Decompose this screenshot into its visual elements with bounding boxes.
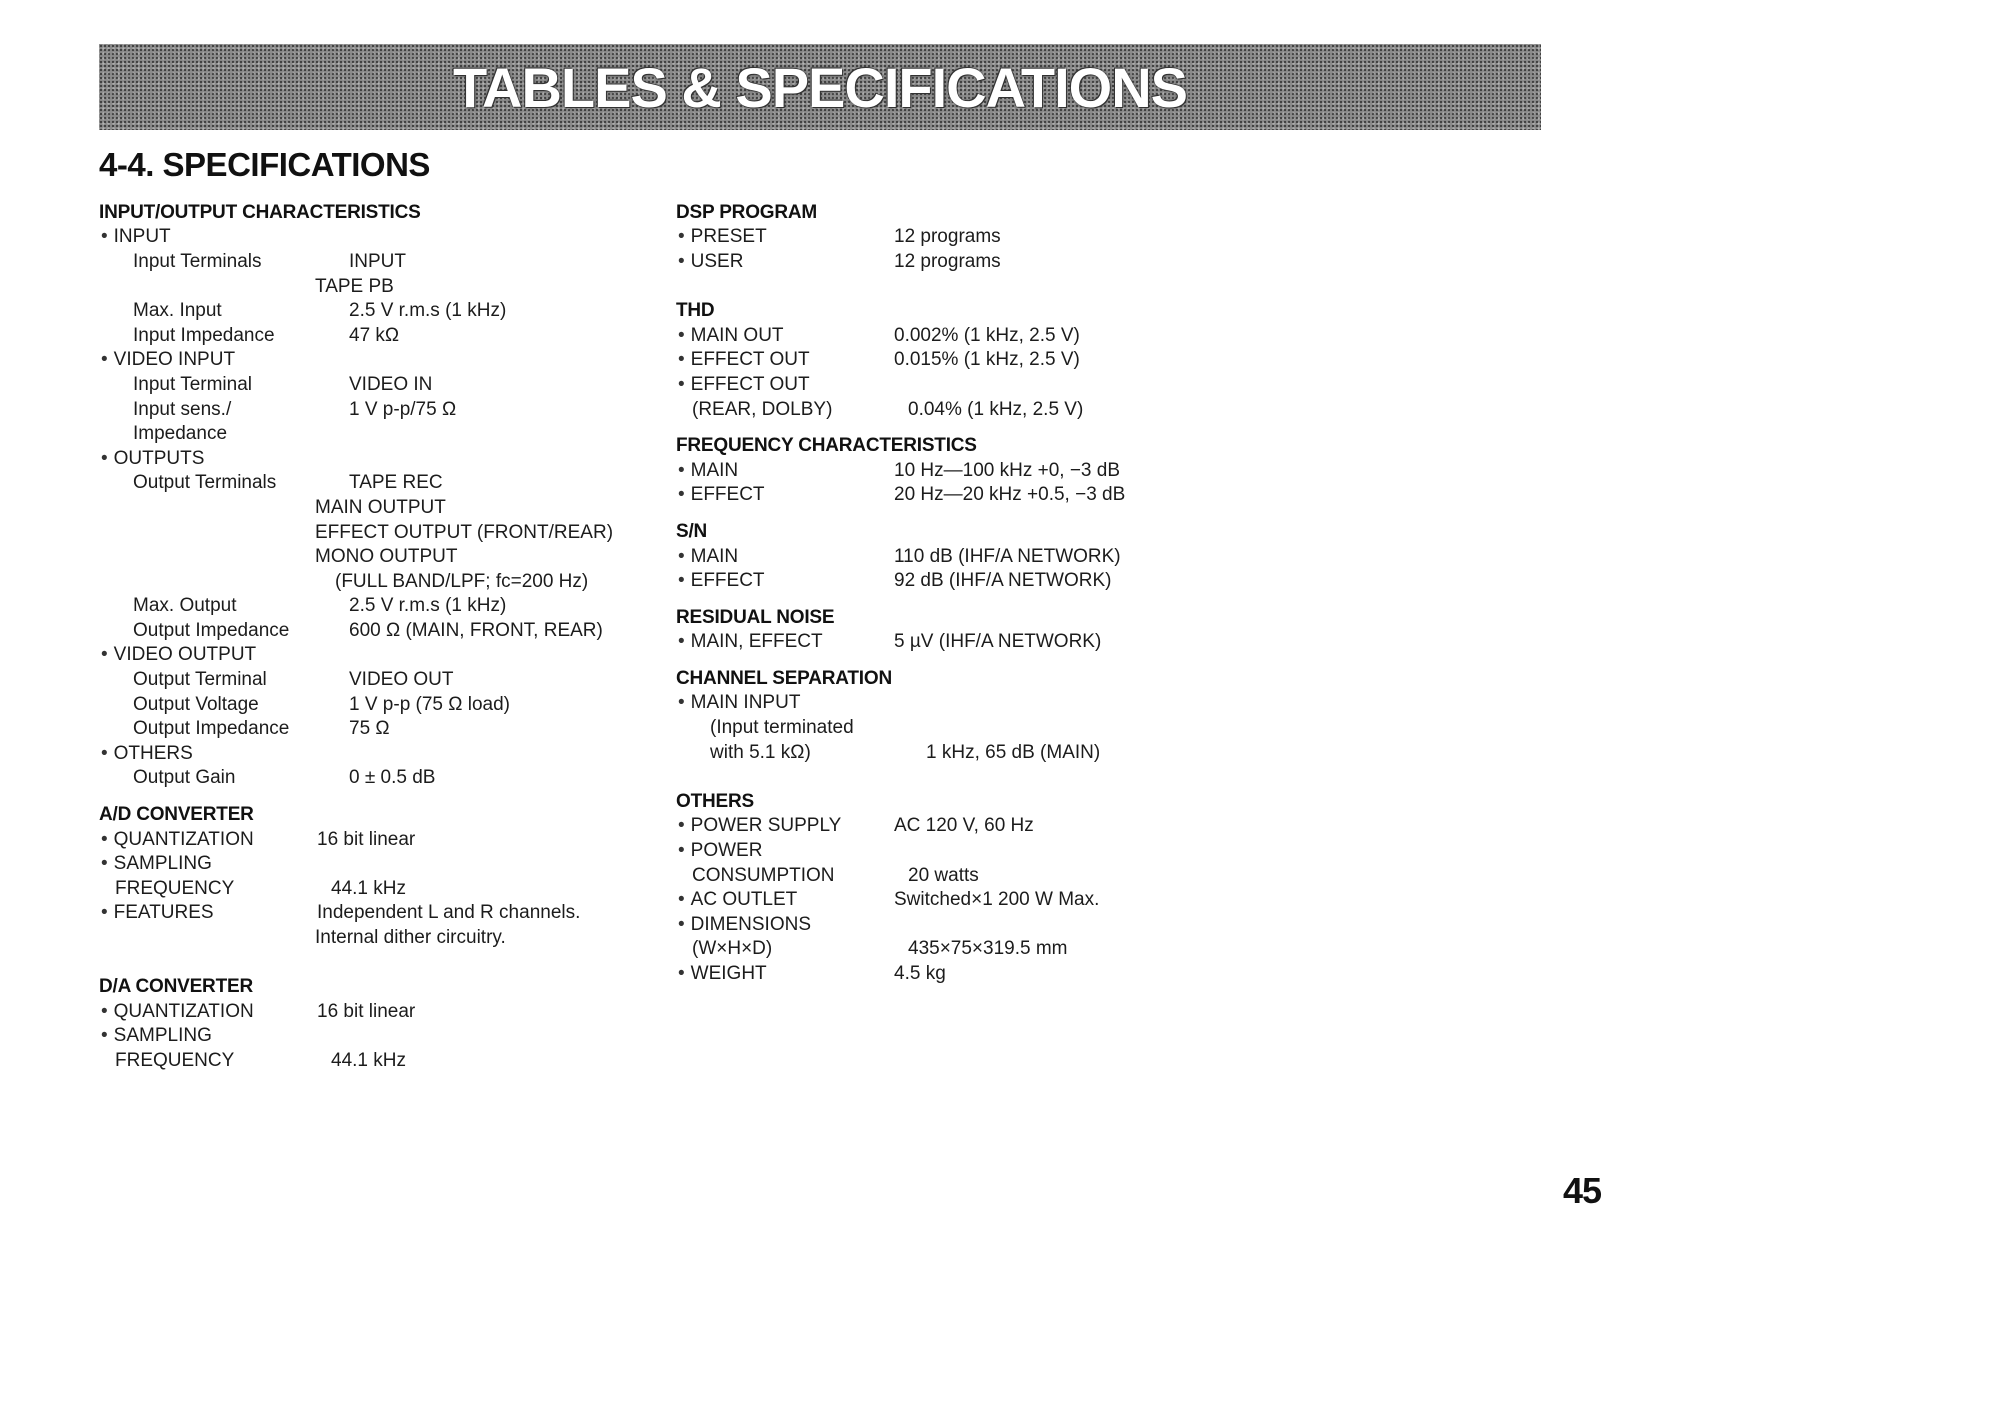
spec-row: • OTHERS: [99, 741, 659, 766]
spec-row: Input sens./ 1 V p-p/75 Ω: [133, 398, 457, 420]
spec-row: (REAR, DOLBY) 0.04% (1 kHz, 2.5 V): [692, 398, 1084, 420]
banner-title: TABLES & SPECIFICATIONS: [452, 55, 1188, 119]
spec-row: • EFFECT OUT 0.015% (1 kHz, 2.5 V): [676, 348, 1276, 373]
spec-row: Internal dither circuitry.: [315, 927, 506, 949]
spec-row: • OUTPUTS: [99, 446, 659, 471]
thd-heading: THD: [676, 300, 715, 322]
section-banner: [99, 44, 1541, 130]
spec-row: • SAMPLING: [99, 851, 659, 876]
spec-row: Output Voltage 1 V p-p (75 Ω load): [133, 693, 511, 715]
spec-row: • AC OUTLET Switched×1 200 W Max.: [676, 887, 1276, 912]
others-heading: OTHERS: [676, 790, 754, 812]
spec-row: MONO OUTPUT: [315, 546, 458, 568]
spec-row: • MAIN OUT 0.002% (1 kHz, 2.5 V): [676, 323, 1276, 348]
spec-row: • POWER SUPPLY AC 120 V, 60 Hz: [676, 814, 1276, 839]
sep-heading: CHANNEL SEPARATION: [676, 667, 892, 689]
spec-row: • VIDEO INPUT: [99, 348, 659, 373]
right-column: [676, 200, 1276, 986]
spec-row: Input Terminals INPUT: [133, 250, 406, 272]
io-heading: INPUT/OUTPUT CHARACTERISTICS: [99, 201, 421, 223]
spec-row: • EFFECT 20 Hz—20 kHz +0.5, −3 dB: [676, 483, 1276, 508]
noise-heading: RESIDUAL NOISE: [676, 606, 835, 628]
spec-row: • MAIN, EFFECT 5 µV (IHF/A NETWORK): [676, 630, 1276, 655]
left-column: [99, 200, 659, 1073]
spec-row: (FULL BAND/LPF; fc=200 Hz): [335, 570, 589, 592]
spec-row: Output Terminal VIDEO OUT: [133, 669, 454, 691]
spec-row: Max. Input 2.5 V r.m.s (1 kHz): [133, 300, 507, 322]
spec-row: • INPUT: [99, 225, 659, 250]
spec-row: • QUANTIZATION 16 bit linear: [99, 999, 659, 1024]
spec-row: Output Impedance 600 Ω (MAIN, FRONT, REAR): [133, 619, 603, 641]
spec-row: Max. Output 2.5 V r.m.s (1 kHz): [133, 595, 507, 617]
spec-row: Impedance: [133, 423, 228, 445]
spec-row: • WEIGHT 4.5 kg: [676, 961, 1276, 986]
spec-row: • EFFECT 92 dB (IHF/A NETWORK): [676, 568, 1276, 593]
sn-heading: S/N: [676, 520, 708, 542]
spec-row: • QUANTIZATION 16 bit linear: [99, 827, 659, 852]
spec-row: FREQUENCY 44.1 kHz: [115, 1049, 406, 1071]
spec-row: • PRESET 12 programs: [676, 225, 1276, 250]
spec-row: • FEATURES Independent L and R channels.: [99, 901, 659, 926]
spec-row: (Input terminated: [710, 717, 854, 739]
spec-row: Output Gain 0 ± 0.5 dB: [133, 767, 436, 789]
spec-row: Output Terminals TAPE REC: [133, 472, 443, 494]
spec-row: TAPE PB: [315, 275, 394, 297]
spec-row: MAIN OUTPUT: [315, 496, 446, 518]
spec-row: FREQUENCY 44.1 kHz: [115, 877, 406, 899]
spec-row: (W×H×D) 435×75×319.5 mm: [692, 938, 1068, 960]
dsp-heading: DSP PROGRAM: [676, 201, 818, 223]
spec-row: EFFECT OUTPUT (FRONT/REAR): [315, 521, 614, 543]
spec-row: • MAIN 110 dB (IHF/A NETWORK): [676, 544, 1276, 569]
freq-heading: FREQUENCY CHARACTERISTICS: [676, 435, 977, 457]
spec-row: • DIMENSIONS: [676, 912, 1276, 937]
spec-row: Output Impedance 75 Ω: [133, 718, 390, 740]
spec-row: Input Terminal VIDEO IN: [133, 373, 433, 395]
spec-row: Input Impedance 47 kΩ: [133, 324, 400, 346]
page-title: 4-4. SPECIFICATIONS: [99, 146, 430, 183]
spec-row: • VIDEO OUTPUT: [99, 643, 659, 668]
spec-row: • MAIN 10 Hz—100 kHz +0, −3 dB: [676, 458, 1276, 483]
spec-row: • MAIN INPUT: [676, 691, 1276, 716]
spec-row: CONSUMPTION 20 watts: [692, 864, 979, 886]
spec-row: • USER 12 programs: [676, 249, 1276, 274]
page-number: 45: [1563, 1170, 1602, 1211]
ad-heading: A/D CONVERTER: [99, 804, 254, 826]
spec-row: • SAMPLING: [99, 1024, 659, 1049]
spec-row: • EFFECT OUT: [676, 372, 1276, 397]
spec-row: • POWER: [676, 838, 1276, 863]
spec-row: with 5.1 kΩ) 1 kHz, 65 dB (MAIN): [710, 741, 1101, 763]
da-heading: D/A CONVERTER: [99, 976, 253, 998]
